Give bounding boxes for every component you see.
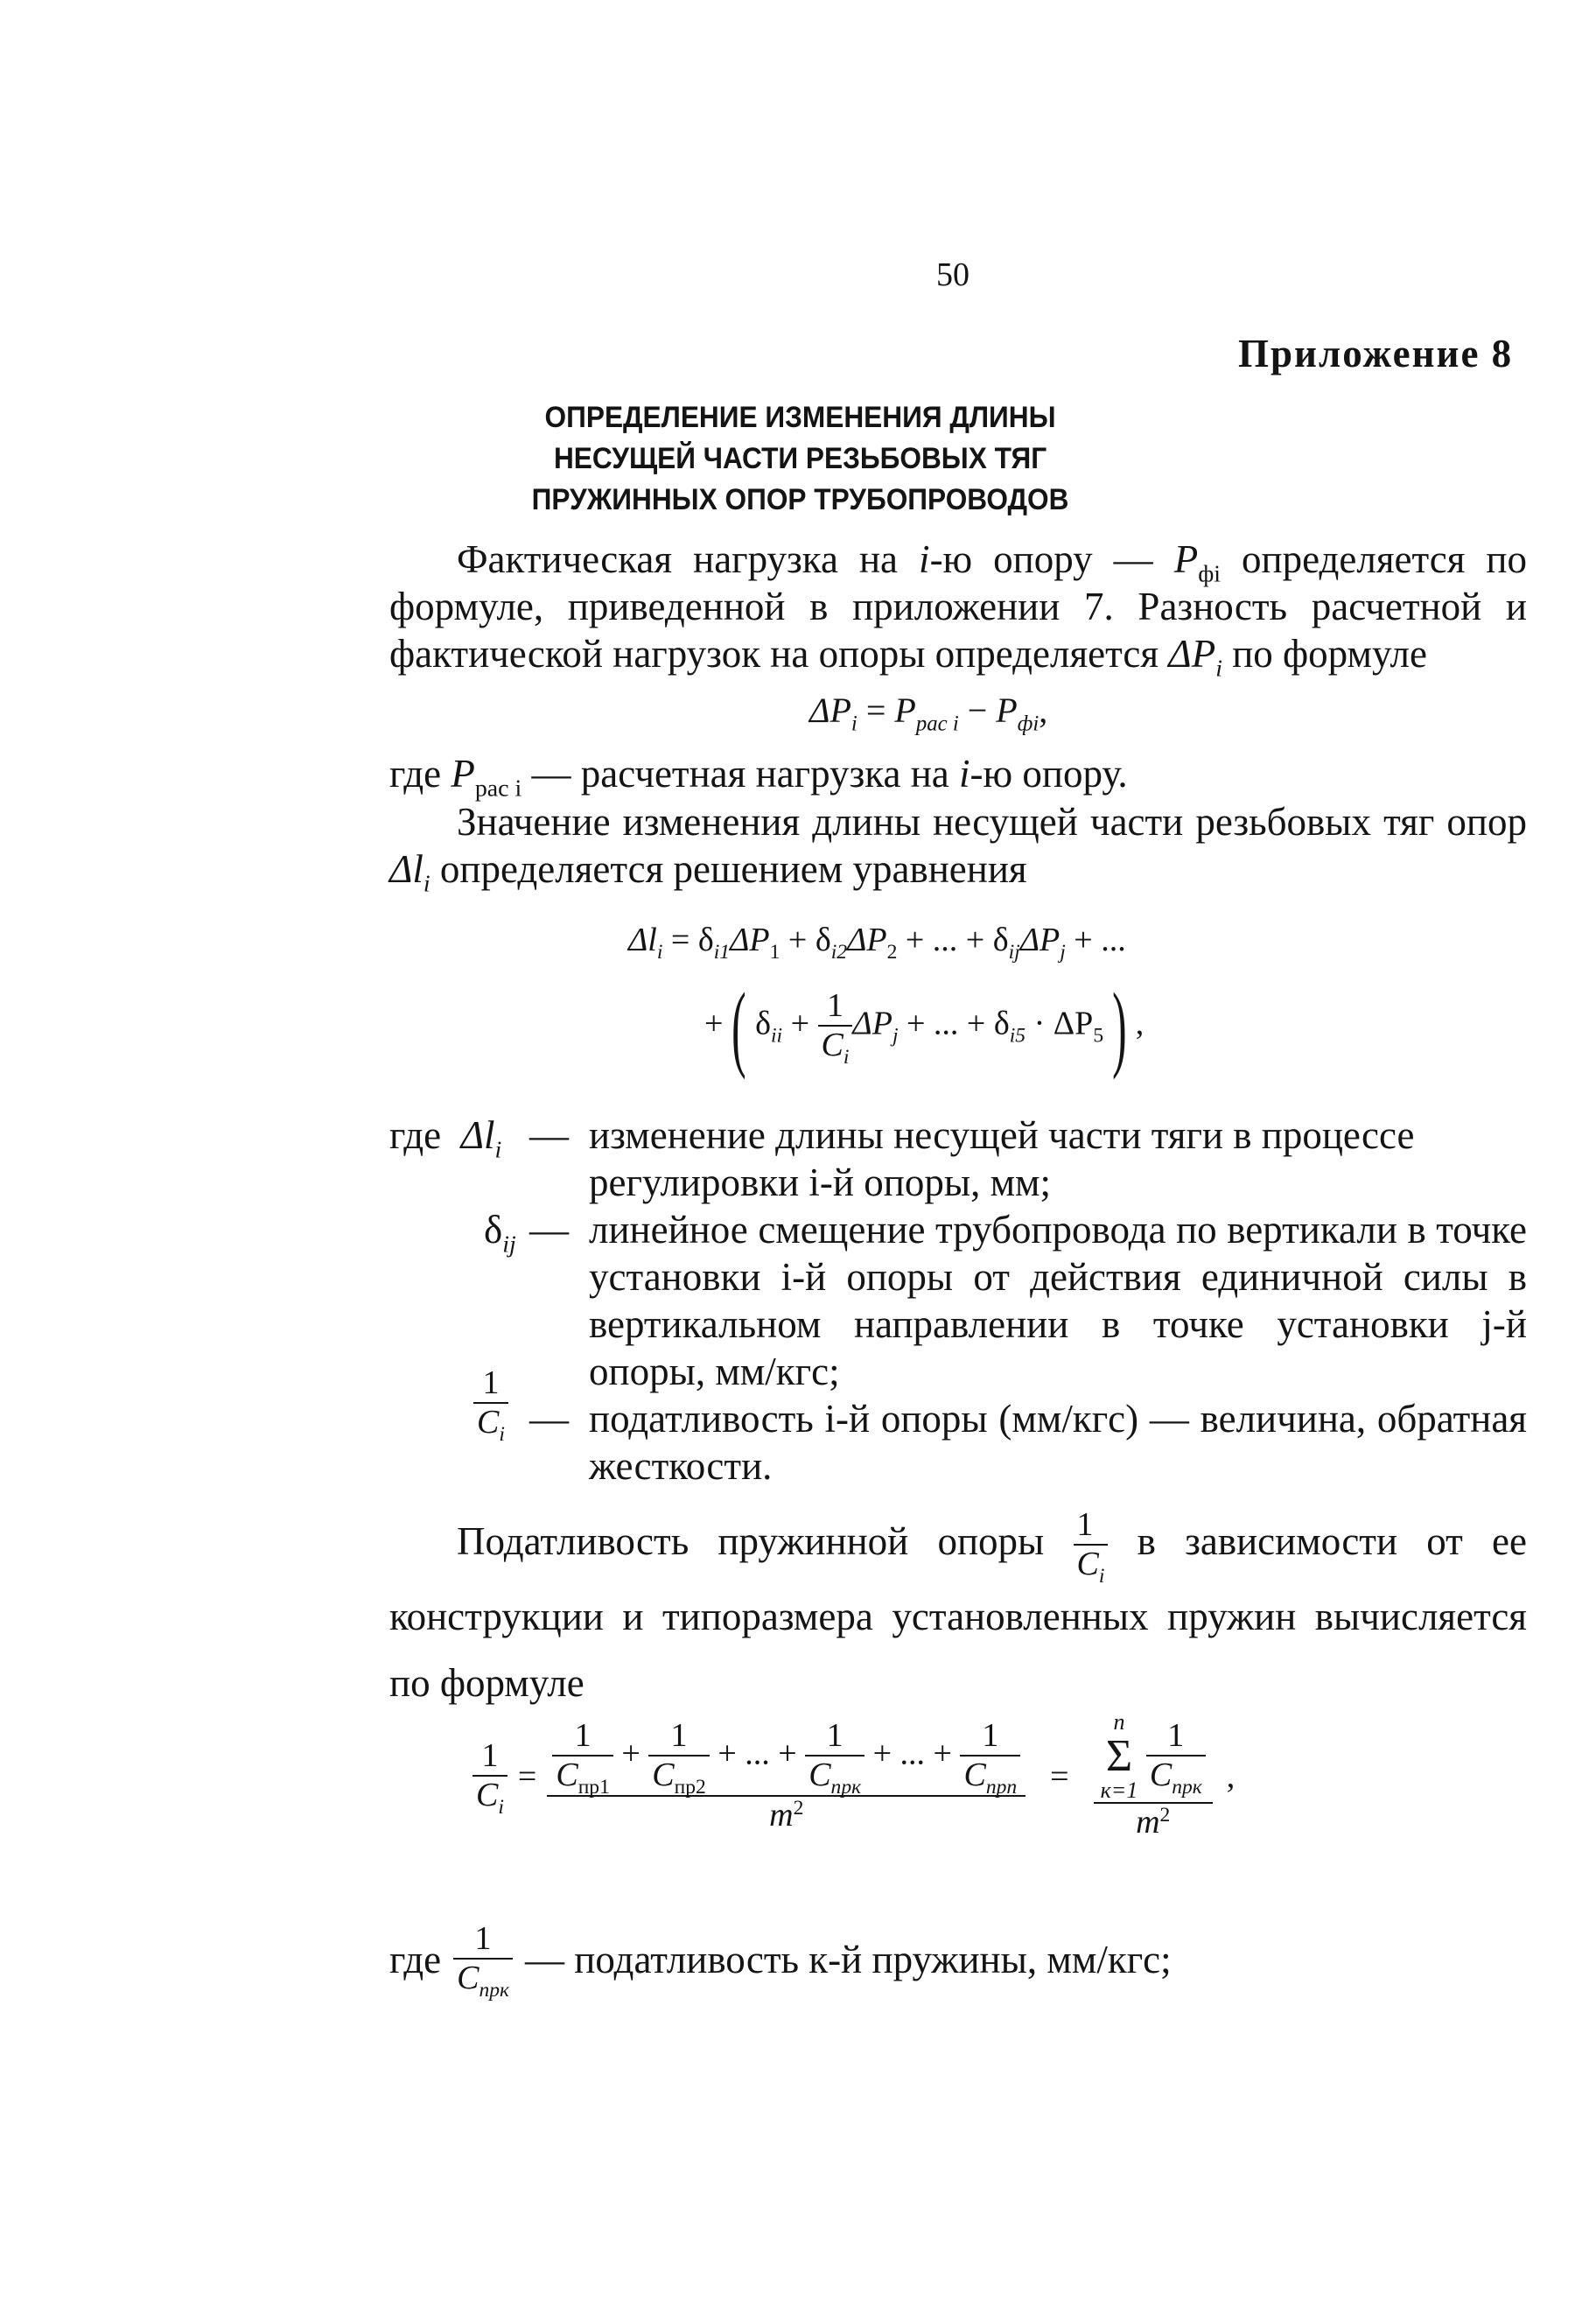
formula-spring-compliance: $\frac{1}{C_i}$ = $\frac{1}{C_{пр1}}$ + $\frac{1}{C_{пр2}}$ + ... + $\frac{1}{C_{прк}}$ + ... + $\frac{1}{C_{прn}}$ $m^2$ = n Σ к=1 $\frac{1}{C_{прк}}$ $m^2$ , xyxy=(472,1711,1235,1842)
equation-delta-l-line-2: +( $\delta_{ii}$ + $\frac{1}{C_i}$ $\Delta P_j$ + ... + $\delta_{i5} \cdot \Delta P_5$) , xyxy=(704,973,1144,1080)
definition-text: изменение длины несущей части тяги в процессе регулировки i-й опоры, мм; xyxy=(589,1113,1415,1204)
paragraph-spring-compliance: Податливость пружинной опоры $\frac{1}{C_i}$ в зависимости от ее конструкции и типоразмера установленных пружин вычисляется по формуле xyxy=(389,1506,1527,1706)
sum-notation: n Σ к=1 $\frac{1}{C_{прк}}$ $m^2$ xyxy=(1094,1711,1213,1842)
paragraph-length-change: Значение изменения длины несущей части резьбовых тяг опор $\Delta l_i$ определяется решением уравнения xyxy=(389,800,1527,898)
definition-text: податливость i-й опоры (мм/кгс) — величина, обратная жесткости. xyxy=(589,1397,1527,1488)
definition-text: линейное смещение трубопровода по вертикали в точке установки i-й опоры от действия единичной силы в вертикальном направлении в точке установки j-й опоры, мм/кгс; xyxy=(589,1208,1527,1393)
definition-symbol: $\delta_{ij}$ xyxy=(484,1208,516,1259)
definitions-list: где $\Delta l_i$ — изменение длины несущей части тяги в процессе регулировки i-й опоры, мм; $\delta_{ij}$ — линейное смещение трубопровода по вертикали в точке установки i-й опоры от действия единичной силы в вертикальном направлении в точке установки j-й опоры, мм/кгс; $\frac{1}{C_i}$ — податливость i-й опоры (мм/кгс) — величина, обратная жесткости. xyxy=(389,1113,1527,1488)
section-heading-line-3: ПРУЖИННЫХ ОПОР ТРУБОПРОВОДОВ xyxy=(531,483,1069,516)
sum-of-spring-terms: $\frac{1}{C_{пр1}}$ + $\frac{1}{C_{пр2}}$ + ... + $\frac{1}{C_{прк}}$ + ... + $\frac{1}{C_{прn}}$ $m^2$ xyxy=(547,1718,1026,1834)
definition-symbol: где $\Delta l_i$ xyxy=(389,1113,502,1164)
definition-symbol: $\frac{1}{C_i}$ xyxy=(473,1365,508,1441)
intro-paragraph: Фактическая нагрузка на i-ю опору — $P_{фi}$ определяется по формуле, приведенной в приложении 7. Разность расчетной и фактической нагрузок на опоры определяется $\Delta P_i$ по формуле xyxy=(389,537,1527,683)
formula-delta-p: $\Delta P_i = P_{рас i} - P_{фi}$, xyxy=(809,691,1048,736)
section-heading-line-2: НЕСУЩЕЙ ЧАСТИ РЕЗЬБОВЫХ ТЯГ xyxy=(553,442,1047,475)
where-p-rac: где $P_{рас i}$ — расчетная нагрузка на i-ю опору. xyxy=(389,752,1128,803)
page-number: 50 xyxy=(936,256,970,293)
equation-delta-l-line-1: $\Delta l_i = \delta_{i1}\Delta P_1 + \delta_{i2}\Delta P_2$ + ... + $\delta_{ij}\Delta P_j$ + ... xyxy=(628,922,1126,964)
appendix-label: Приложение 8 xyxy=(1238,332,1514,375)
section-heading-line-1: ОПРЕДЕЛЕНИЕ ИЗМЕНЕНИЯ ДЛИНЫ xyxy=(544,401,1056,434)
where-spring-compliance: где $\frac{1}{C_{прк}}$ — податливость к-й пружины, мм/кгс; xyxy=(389,1920,1172,2002)
